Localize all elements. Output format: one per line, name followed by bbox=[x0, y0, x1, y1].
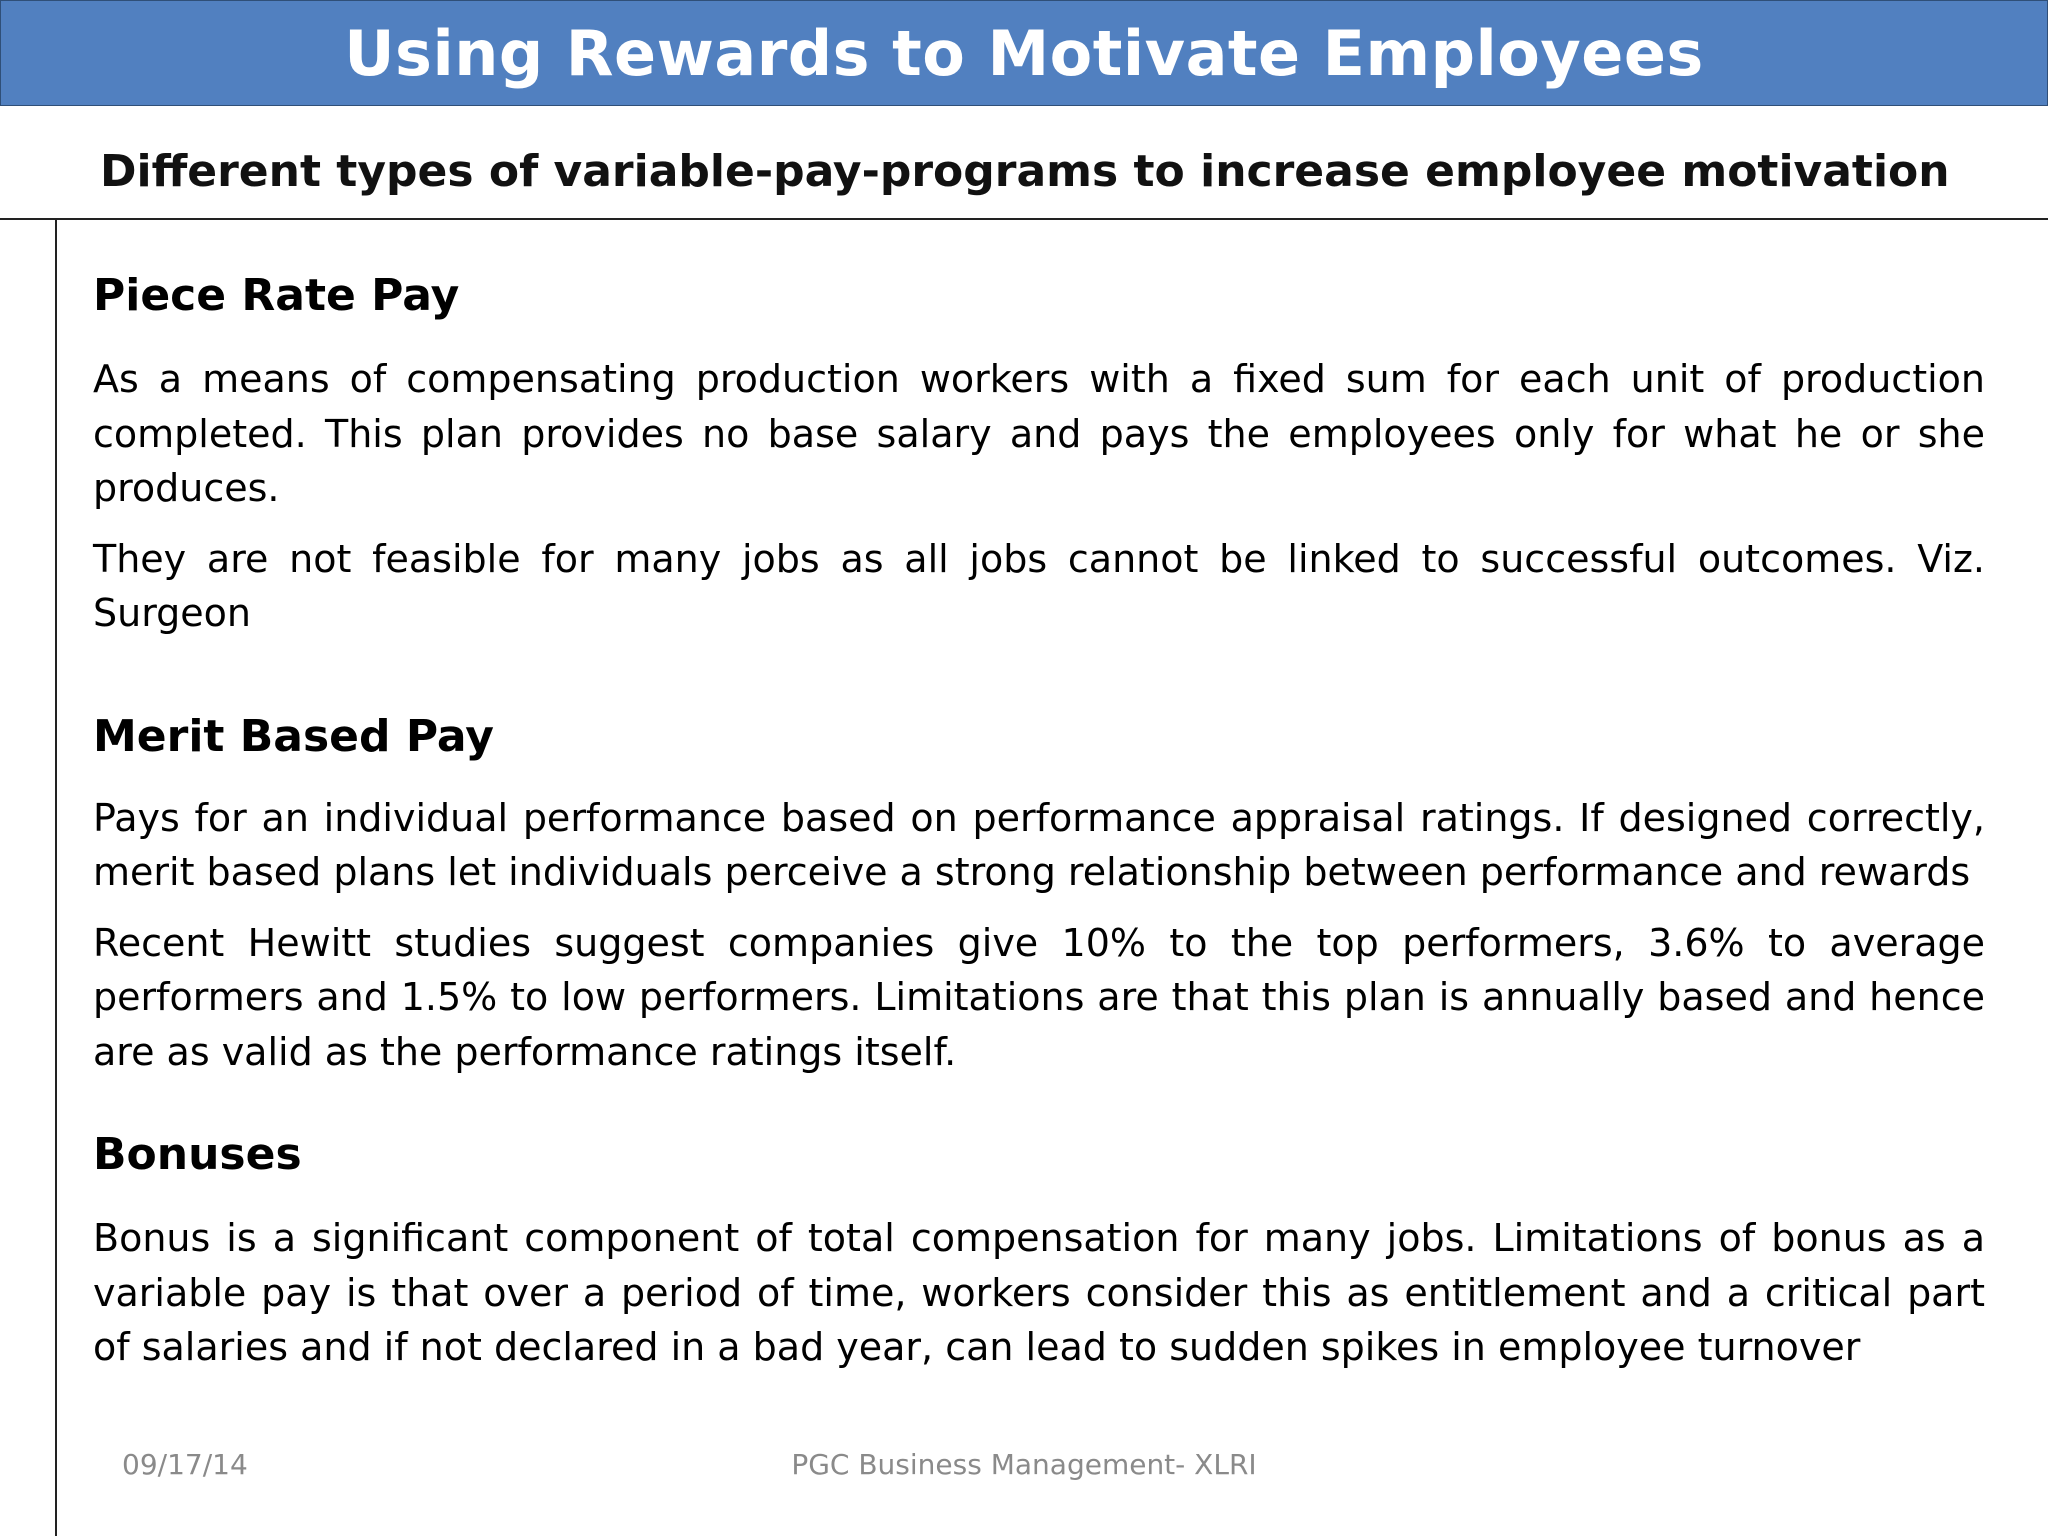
section-bonuses bbox=[93, 1125, 1985, 1375]
section-paragraph: As a means of compensating production workers with a fixed sum for each unit of production completed. This plan provides no base salary and pays the employees only for what he or she produces. bbox=[93, 357, 1985, 510]
section-paragraph: They are not feasible for many jobs as all jobs cannot be linked to successful outcomes. Viz. Surgeon bbox=[93, 536, 1985, 635]
section-paragraph: Bonus is a significant component of total compensation for many jobs. Limitations of bonus as a variable pay is that over a period of time, workers consider this as entitlement and a critical part of salaries and if not declared in a bad year, can lead to sudden spikes in employee turnover bbox=[93, 1216, 1985, 1369]
footer-date: 09/17/14 bbox=[122, 1448, 248, 1481]
slide-subtitle: Different types of variable-pay-programs to increase employee motivation bbox=[100, 146, 1950, 197]
slide-title: Using Rewards to Motivate Employees bbox=[344, 16, 1704, 90]
section-heading: Merit Based Pay bbox=[93, 710, 494, 762]
horizontal-divider bbox=[0, 218, 2048, 220]
slide-body bbox=[93, 266, 1985, 1375]
vertical-divider bbox=[55, 220, 57, 1536]
section-heading: Bonuses bbox=[93, 1129, 302, 1180]
title-bar bbox=[0, 0, 2048, 106]
section-paragraph: Pays for an individual performance based on performance appraisal ratings. If designed correctly, merit based plans let individuals perceive a strong relationship between performance and rewards bbox=[93, 795, 1985, 894]
section-merit-based-pay bbox=[93, 707, 1985, 1080]
section-piece-rate-pay bbox=[93, 266, 1985, 641]
section-heading: Piece Rate Pay bbox=[93, 270, 460, 321]
footer-text: PGC Business Management- XLRI bbox=[791, 1448, 1257, 1481]
section-paragraph: Recent Hewitt studies suggest companies give 10% to the top performers, 3.6% to average performers and 1.5% to low performers. Limitations are that this plan is annually based and hence are as valid as the performance ratings itself. bbox=[93, 920, 1985, 1074]
